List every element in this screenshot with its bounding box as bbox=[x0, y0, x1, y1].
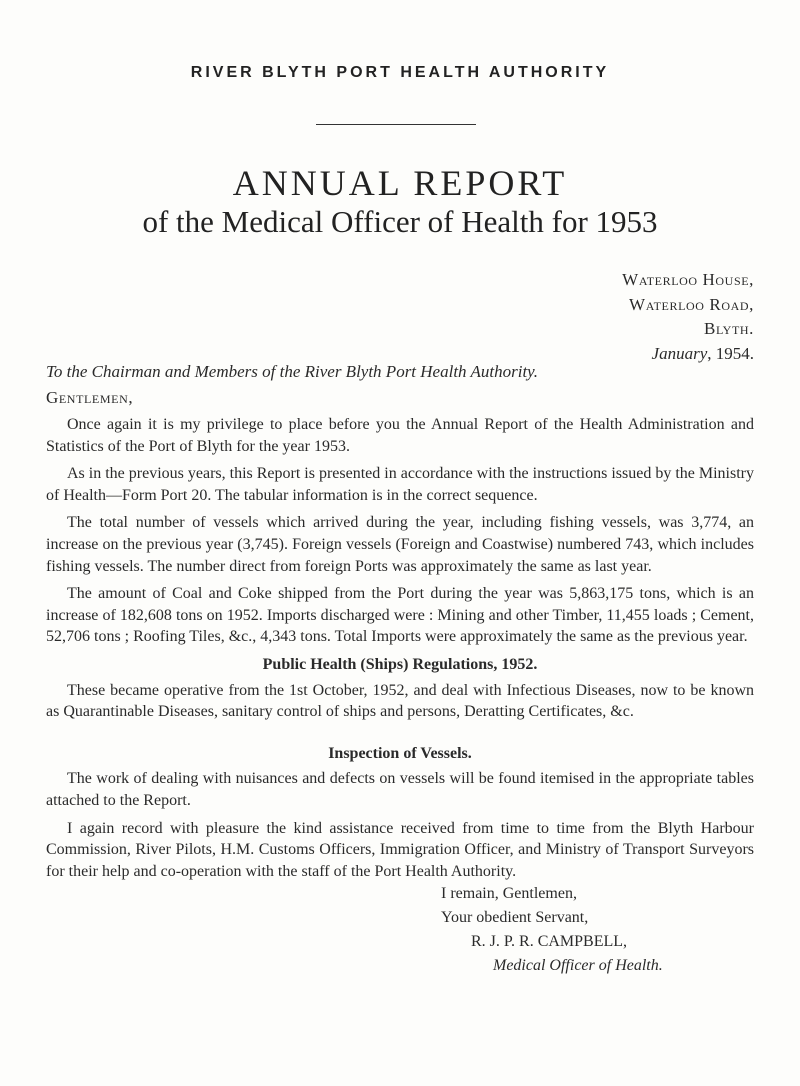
paragraph-vessels: The total number of vessels which arrived during the year, including fishing vessels, was 3,774, an increase on the previous year (3,745). Foreign vessels (Foreign and Coastwise) numbered 743, which includes fishing vessels. The number direct from foreign Ports was approximately the same as last year. bbox=[46, 514, 754, 575]
paragraph-acknowledgement: I again record with pleasure the kind assistance received from time to time from the Blyth Harbour Commission, River Pilots, H.M. Customs Officers, Immigration Officer, and Ministry of Transport Surveyors for their help and co-operation with the staff of the Port Health Authority. bbox=[46, 819, 754, 880]
report-body bbox=[46, 414, 754, 888]
section-heading-inspection: Inspection of Vessels. bbox=[328, 744, 472, 762]
sender-address bbox=[622, 268, 754, 366]
letter-date-year: , 1954. bbox=[707, 343, 754, 363]
paragraph-inspection: The work of dealing with nuisances and defects on vessels will be found itemised in the appropriate tables attached to the Report. bbox=[46, 770, 754, 809]
address-line-1: Waterloo House, bbox=[622, 270, 754, 289]
paragraph-regulations: These became operative from the 1st October, 1952, and deal with Infectious Diseases, now to be known as Quarantinable Diseases, sanitary control of ships and persons, Deratting Certificates, &c. bbox=[46, 681, 754, 721]
section-heading-regulations: Public Health (Ships) Regulations, 1952. bbox=[262, 655, 538, 673]
divider-rule bbox=[316, 124, 476, 125]
letter-date-month: January bbox=[651, 343, 708, 363]
address-line-3: Blyth. bbox=[704, 319, 754, 338]
report-subtitle: of the Medical Officer of Health for 1953 bbox=[142, 204, 658, 239]
paragraph-intro: Once again it is my privilege to place before you the Annual Report of the Health Administration and Statistics of the Port of Blyth for the year 1953. bbox=[46, 416, 754, 455]
closing-servant: Your obedient Servant, bbox=[441, 909, 589, 926]
letter-date bbox=[622, 342, 754, 367]
closing-block bbox=[441, 882, 663, 978]
report-title: ANNUAL REPORT bbox=[232, 163, 568, 203]
signatory-name: R. J. P. R. CAMPBELL, bbox=[471, 933, 628, 950]
paragraph-trade: The amount of Coal and Coke shipped from the Port during the year was 5,863,175 tons, which is an increase of 182,608 tons on 1952. Imports discharged were : Mining and other Timber, 11,455 loads ; Cement, 52,706 tons ; Roofing Tiles, &c., 4,343 tons. Total Imports were approximately the same as the previous year. bbox=[46, 585, 754, 646]
authority-heading: RIVER BLYTH PORT HEALTH AUTHORITY bbox=[190, 64, 610, 81]
signatory-role: Medical Officer of Health. bbox=[493, 957, 663, 974]
greeting: Gentlemen, bbox=[46, 388, 134, 407]
addressee-line: To the Chairman and Members of the River Blyth Port Health Authority. bbox=[46, 362, 539, 381]
address-line-2: Waterloo Road, bbox=[629, 294, 754, 314]
paragraph-form: As in the previous years, this Report is presented in accordance with the instructions issued by the Ministry of Health—Form Port 20. The tabular information is in the correct sequence. bbox=[46, 465, 754, 504]
closing-remain: I remain, Gentlemen, bbox=[441, 885, 577, 902]
